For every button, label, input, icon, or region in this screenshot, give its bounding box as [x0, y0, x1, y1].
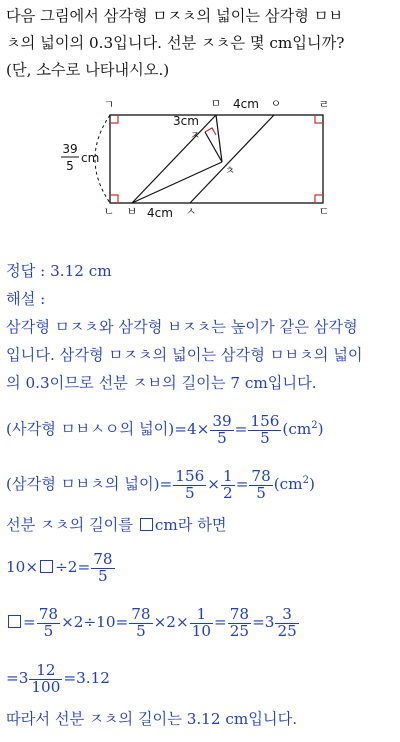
- equation-rect-area: (사각형 ㅁㅂㅅㅇ의 넓이)=4× $\frac{39}{5}$ = $\frac{156}{5}$ $(cm^2)$: [6, 411, 324, 447]
- length-bottom: 4cm: [147, 206, 173, 220]
- equation-result: =3 $\frac{12}{100}$ =3.12: [6, 660, 110, 696]
- problem-line-2: ㅊ의 넓이의 0.3입니다. 선분 ㅈㅊ은 몇 cm입니까?: [6, 34, 345, 52]
- label-chi: ㅊ: [224, 164, 236, 177]
- segment-mi-chi: [216, 115, 222, 162]
- fraction: $\frac{156}{5}$: [250, 411, 280, 447]
- label-mi: ㅁ: [210, 97, 222, 110]
- conclusion: 따라서 선분 ㅈㅊ의 길이는 3.12 cm입니다.: [6, 710, 298, 728]
- fraction: $\frac{78}{25}$: [229, 604, 250, 640]
- label-ri: ㄹ: [318, 98, 330, 111]
- fraction: $\frac{1}{10}$: [191, 604, 212, 640]
- fraction: $\frac{78}{5}$: [131, 604, 151, 640]
- fraction: $\frac{78}{5}$: [93, 549, 113, 585]
- height-numerator: 39: [62, 142, 78, 156]
- problem-statement: [6, 3, 396, 84]
- equation-setup: 10× ÷2= $\frac{78}{5}$: [6, 549, 113, 585]
- label-di: ㄷ: [318, 205, 330, 218]
- fraction: $\frac{39}{5}$: [212, 411, 232, 447]
- equation-solve: = $\frac{78}{5}$ ×2÷10= $\frac{78}{5}$ ×2× $\frac{1}{10}$ = $\frac{78}{25}$ =3 $\frac{3}{25}$: [6, 593, 396, 651]
- height-denominator: 5: [66, 159, 74, 173]
- segment-ji-chi: [205, 132, 222, 162]
- right-angle-marks: [110, 115, 323, 203]
- explain-line-3: 의 0.3이므로 선분 ㅈㅂ의 길이는 7 cm입니다.: [6, 374, 317, 392]
- unknown-box: [140, 518, 153, 531]
- segment-bi-chi: [132, 162, 222, 203]
- length-diagonal: 3cm: [173, 114, 199, 128]
- label-ga: ㄱ: [103, 98, 115, 111]
- solution-block: [6, 257, 396, 733]
- let-statement: 선분 ㅈㅊ의 길이를 cm라 하면: [6, 516, 227, 534]
- geometry-figure: [52, 94, 352, 224]
- problem-line-1: 다음 그림에서 삼각형 ㅁㅈㅊ의 넓이는 삼각형 ㅁㅂ: [6, 7, 344, 25]
- internal-lines: [132, 115, 274, 203]
- explain-line-2: 입니다. 삼각형 ㅁㅈㅊ의 넓이는 삼각형 ㅁㅂㅊ의 넓이: [6, 346, 363, 364]
- fraction: $\frac{156}{5}$: [175, 466, 205, 502]
- explain-label: 해설 :: [6, 290, 46, 308]
- answer-line: [6, 257, 396, 285]
- answer-label: 정답 :: [6, 262, 46, 280]
- label-ni: ㄴ: [103, 205, 115, 218]
- fraction: $\frac{12}{100}$: [31, 660, 61, 696]
- fraction: $\frac{3}{25}$: [277, 604, 297, 640]
- height-unit: cm: [81, 151, 100, 165]
- rectangle-outline: [110, 115, 323, 203]
- fraction: $\frac{78}{5}$: [251, 466, 271, 502]
- unknown-box: [40, 560, 53, 573]
- problem-line-3: (단, 소수로 나타내시오.): [6, 61, 170, 79]
- explain-line-1: 삼각형 ㅁㅈㅊ와 삼각형 ㅂㅈㅊ는 높이가 같은 삼각형: [6, 318, 358, 336]
- fraction: $\frac{1}{2}$: [223, 466, 233, 502]
- length-top: 4cm: [233, 97, 259, 111]
- label-ji: ㅈ: [189, 129, 201, 142]
- equation-triangle-area: (삼각형 ㅁㅂㅊ의 넓이)= $\frac{156}{5}$ × $\frac{1}{2}$ = $\frac{78}{5}$ $(cm^2)$: [6, 466, 315, 502]
- label-o: ㅇ: [270, 97, 282, 110]
- label-si: ㅅ: [185, 205, 197, 218]
- unknown-box: [8, 615, 21, 628]
- answer-value: 3.12 cm: [50, 262, 112, 280]
- fraction: $\frac{78}{5}$: [38, 604, 59, 640]
- label-bi: ㅂ: [126, 205, 138, 218]
